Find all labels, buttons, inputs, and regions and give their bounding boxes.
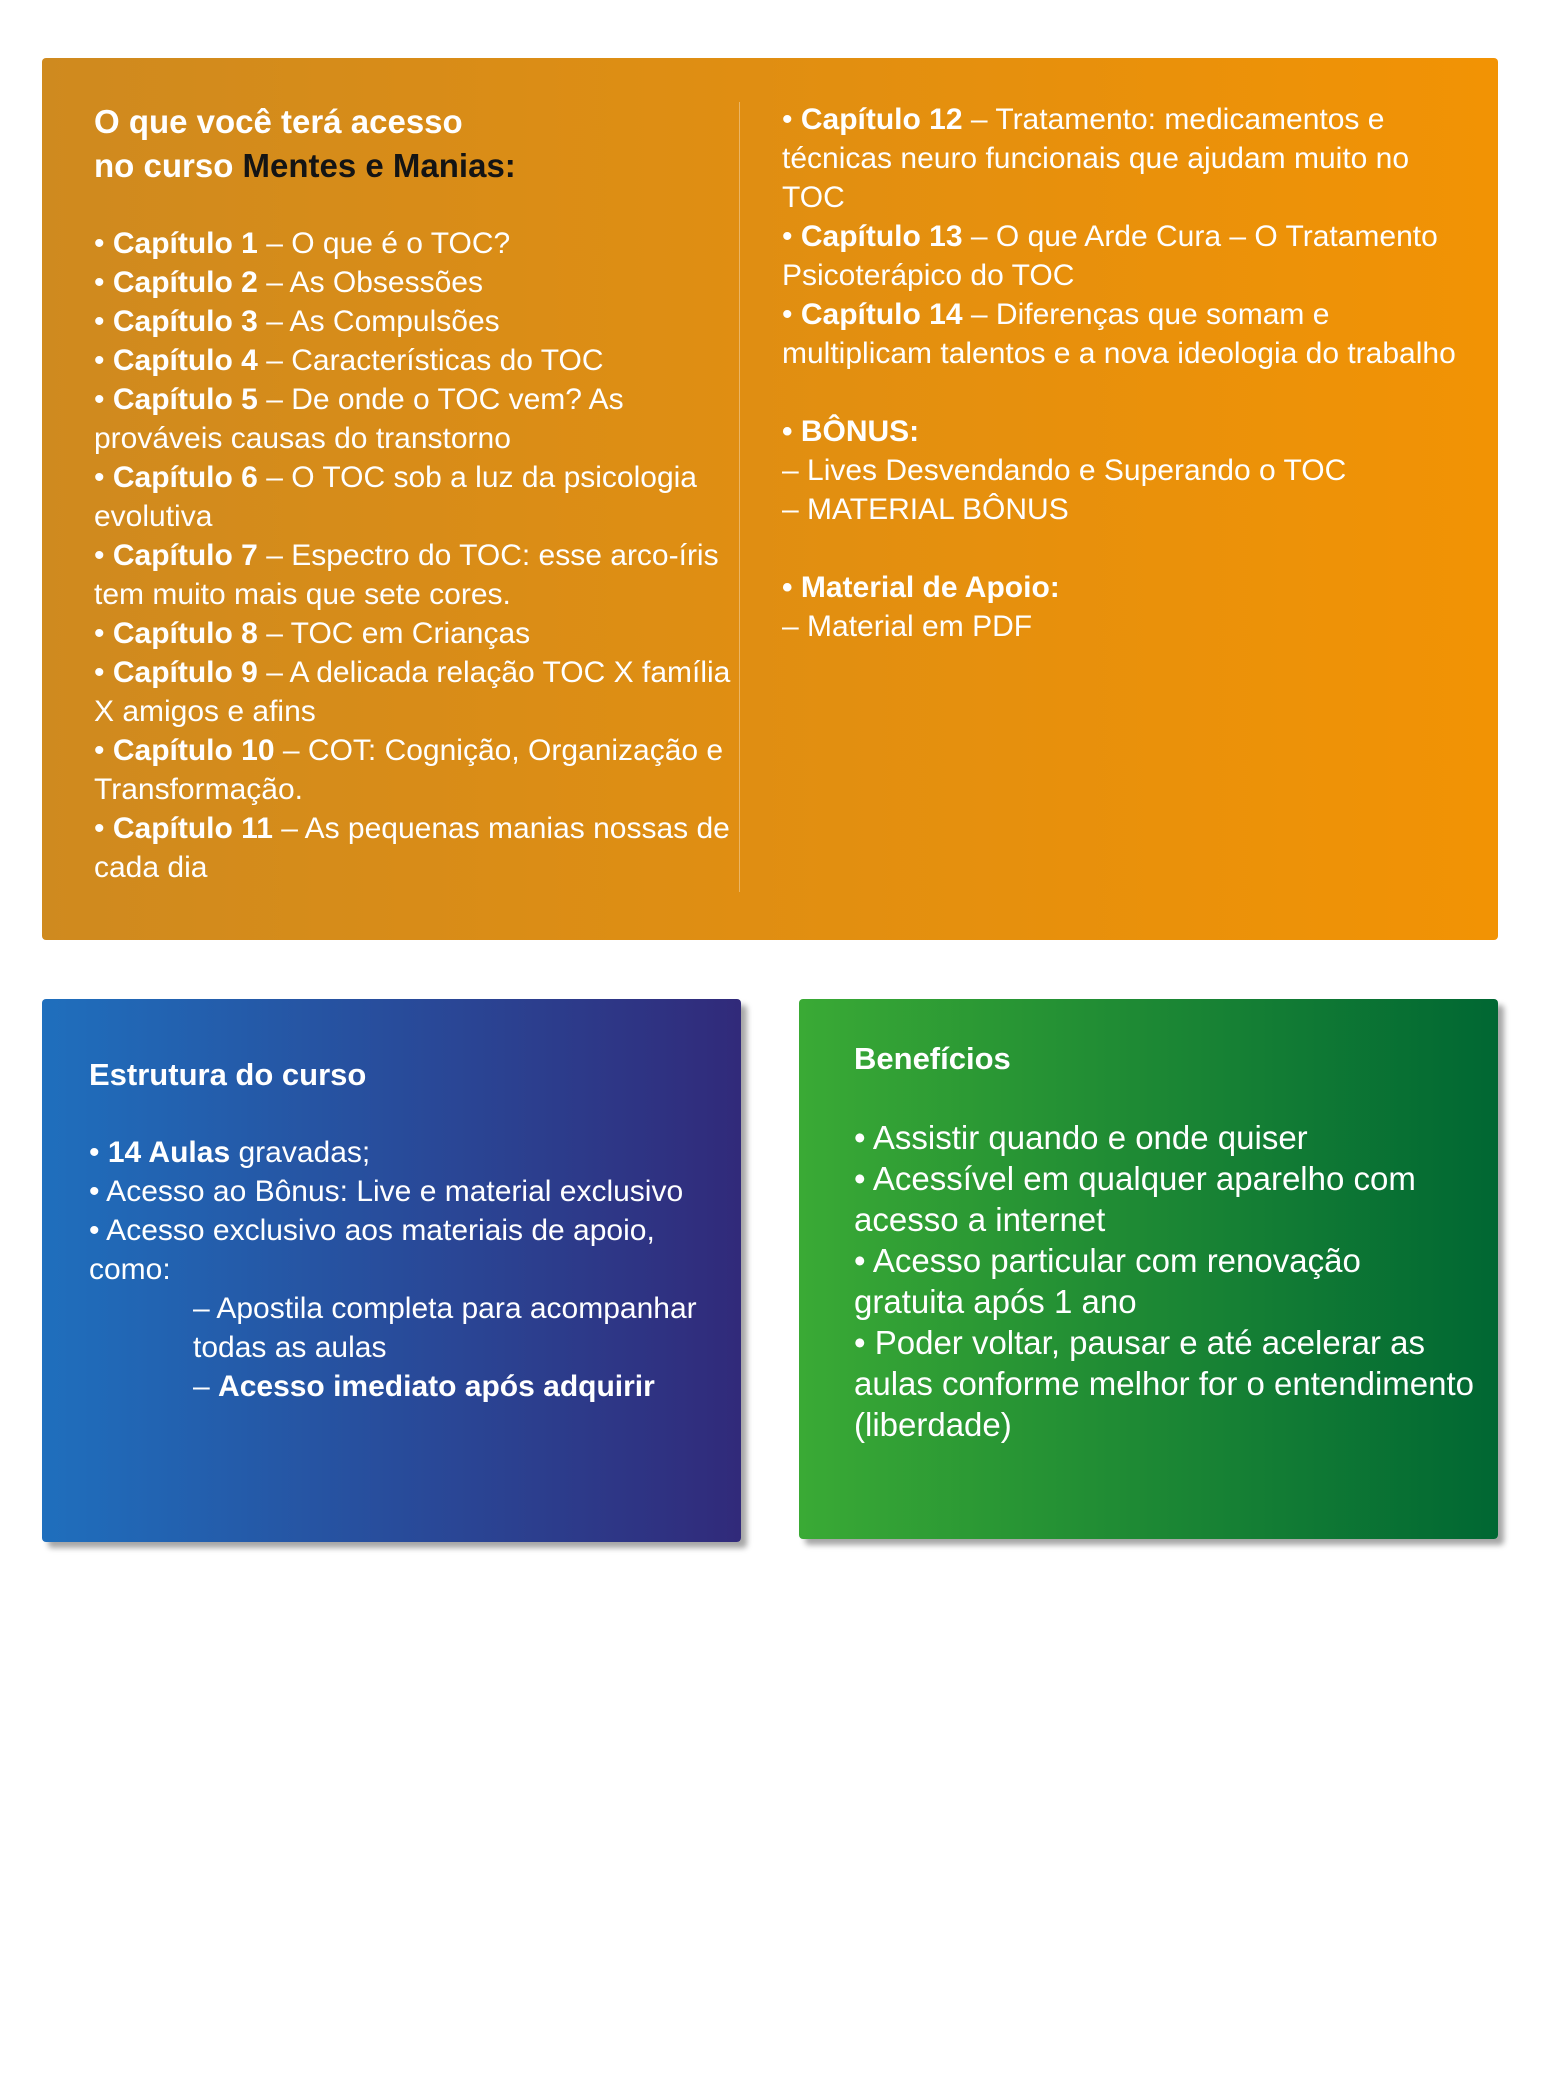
chapter-label: Capítulo 14 bbox=[800, 298, 963, 331]
chapter-label: Capítulo 4 bbox=[112, 344, 258, 377]
structure-subitem: – Acesso imediato após adquirir bbox=[193, 1370, 655, 1403]
chapter-title: – De onde o TOC vem? As prováveis causas do transtorno bbox=[94, 383, 624, 455]
chapter-title: – As Obsessões bbox=[257, 266, 483, 299]
chapter-label: Capítulo 6 bbox=[112, 461, 258, 494]
chapter-item: • Capítulo 7 – Espectro do TOC: esse arco-íris tem muito mais que sete cores. bbox=[94, 539, 719, 611]
structure-item: • Acesso exclusivo aos materiais de apoio, como: bbox=[89, 1214, 655, 1286]
bonus-item: – MATERIAL BÔNUS bbox=[782, 493, 1069, 526]
chapter-item: • Capítulo 9 – A delicada relação TOC X família X amigos e afins bbox=[94, 656, 731, 728]
chapter-list bbox=[94, 224, 744, 887]
chapter-label: Capítulo 7 bbox=[112, 539, 258, 572]
chapter-list bbox=[782, 100, 1472, 373]
chapter-title: – As Compulsões bbox=[257, 305, 500, 338]
chapter-item: • Capítulo 8 – TOC em Crianças bbox=[94, 617, 531, 650]
structure-subitem: – Apostila completa para acompanhar todas as aulas bbox=[193, 1292, 697, 1364]
column-divider bbox=[739, 102, 740, 892]
chapter-item: • Capítulo 3 – As Compulsões bbox=[94, 305, 500, 338]
chapter-item: • Capítulo 5 – De onde o TOC vem? As prováveis causas do transtorno bbox=[94, 383, 624, 455]
benefit-item: • Acessível em qualquer aparelho com acesso a internet bbox=[854, 1160, 1416, 1238]
chapter-item: • Capítulo 2 – As Obsessões bbox=[94, 266, 483, 299]
course-structure-card bbox=[42, 999, 741, 1542]
chapter-item: • Capítulo 12 – Tratamento: medicamentos e técnicas neuro funcionais que ajudam muito no TOC bbox=[782, 103, 1410, 214]
chapter-item: • Capítulo 13 – O que Arde Cura – O Tratamento Psicoterápico do TOC bbox=[782, 220, 1438, 292]
chapter-label: Capítulo 11 bbox=[112, 812, 273, 845]
chapter-label: Capítulo 12 bbox=[800, 103, 963, 136]
chapter-item: • Capítulo 11 – As pequenas manias nossas de cada dia bbox=[94, 812, 730, 884]
course-name: Mentes e Manias: bbox=[242, 147, 516, 184]
chapter-title: – Tratamento: medicamentos e técnicas neuro funcionais que ajudam muito no TOC bbox=[782, 103, 1410, 214]
benefit-item: • Assistir quando e onde quiser bbox=[854, 1119, 1308, 1156]
chapter-item: • Capítulo 6 – O TOC sob a luz da psicologia evolutiva bbox=[94, 461, 697, 533]
chapters-column-right bbox=[782, 100, 1472, 646]
chapter-item: • Capítulo 1 – O que é o TOC? bbox=[94, 227, 511, 260]
course-structure-title: Estrutura do curso bbox=[89, 1057, 367, 1092]
chapter-title: – As pequenas manias nossas de cada dia bbox=[94, 812, 730, 884]
chapter-title: – Diferenças que somam e multiplicam talentos e a nova ideologia do trabalho bbox=[782, 298, 1456, 370]
chapters-column-left bbox=[94, 100, 744, 887]
chapter-title: – O TOC sob a luz da psicologia evolutiva bbox=[94, 461, 697, 533]
chapter-title: – TOC em Crianças bbox=[257, 617, 531, 650]
bonus-item: – Lives Desvendando e Superando o TOC bbox=[782, 454, 1347, 487]
chapter-label: Capítulo 5 bbox=[112, 383, 258, 416]
benefits-card bbox=[799, 999, 1498, 1539]
chapter-item: • Capítulo 4 – Características do TOC bbox=[94, 344, 604, 377]
chapter-label: Capítulo 8 bbox=[112, 617, 258, 650]
chapter-title: – COT: Cognição, Organização e Transformação. bbox=[94, 734, 724, 806]
support-material-title: • Material de Apoio: bbox=[782, 571, 1060, 604]
bonus-title: • BÔNUS: bbox=[782, 415, 920, 448]
benefit-item: • Acesso particular com renovação gratuita após 1 ano bbox=[854, 1242, 1361, 1320]
chapter-label: Capítulo 13 bbox=[800, 220, 963, 253]
chapter-title: – A delicada relação TOC X família X amigos e afins bbox=[94, 656, 731, 728]
chapter-label: Capítulo 3 bbox=[112, 305, 258, 338]
structure-item: • Acesso ao Bônus: Live e material exclusivo bbox=[89, 1175, 684, 1208]
chapter-item: • Capítulo 10 – COT: Cognição, Organização e Transformação. bbox=[94, 734, 724, 806]
chapter-label: Capítulo 9 bbox=[112, 656, 258, 689]
chapter-title: – Características do TOC bbox=[257, 344, 604, 377]
chapter-title: – O que é o TOC? bbox=[257, 227, 511, 260]
chapter-label: Capítulo 2 bbox=[112, 266, 258, 299]
chapter-item: • Capítulo 14 – Diferenças que somam e multiplicam talentos e a nova ideologia do trabalho bbox=[782, 298, 1456, 370]
benefit-item: • Poder voltar, pausar e até acelerar as aulas conforme melhor for o entendimento (liberdade) bbox=[854, 1324, 1475, 1443]
chapter-title: – O que Arde Cura – O Tratamento Psicoterápico do TOC bbox=[782, 220, 1438, 292]
structure-item: • 14 Aulas gravadas; bbox=[89, 1136, 371, 1169]
support-material-item: – Material em PDF bbox=[782, 610, 1033, 643]
course-content-heading: O que você terá acesso no curso Mentes e Manias: bbox=[94, 103, 516, 184]
course-content-card bbox=[42, 58, 1498, 940]
chapter-label: Capítulo 1 bbox=[112, 227, 258, 260]
chapter-label: Capítulo 10 bbox=[112, 734, 275, 767]
benefits-title: Benefícios bbox=[854, 1041, 1011, 1076]
chapter-title: – Espectro do TOC: esse arco-íris tem muito mais que sete cores. bbox=[94, 539, 719, 611]
